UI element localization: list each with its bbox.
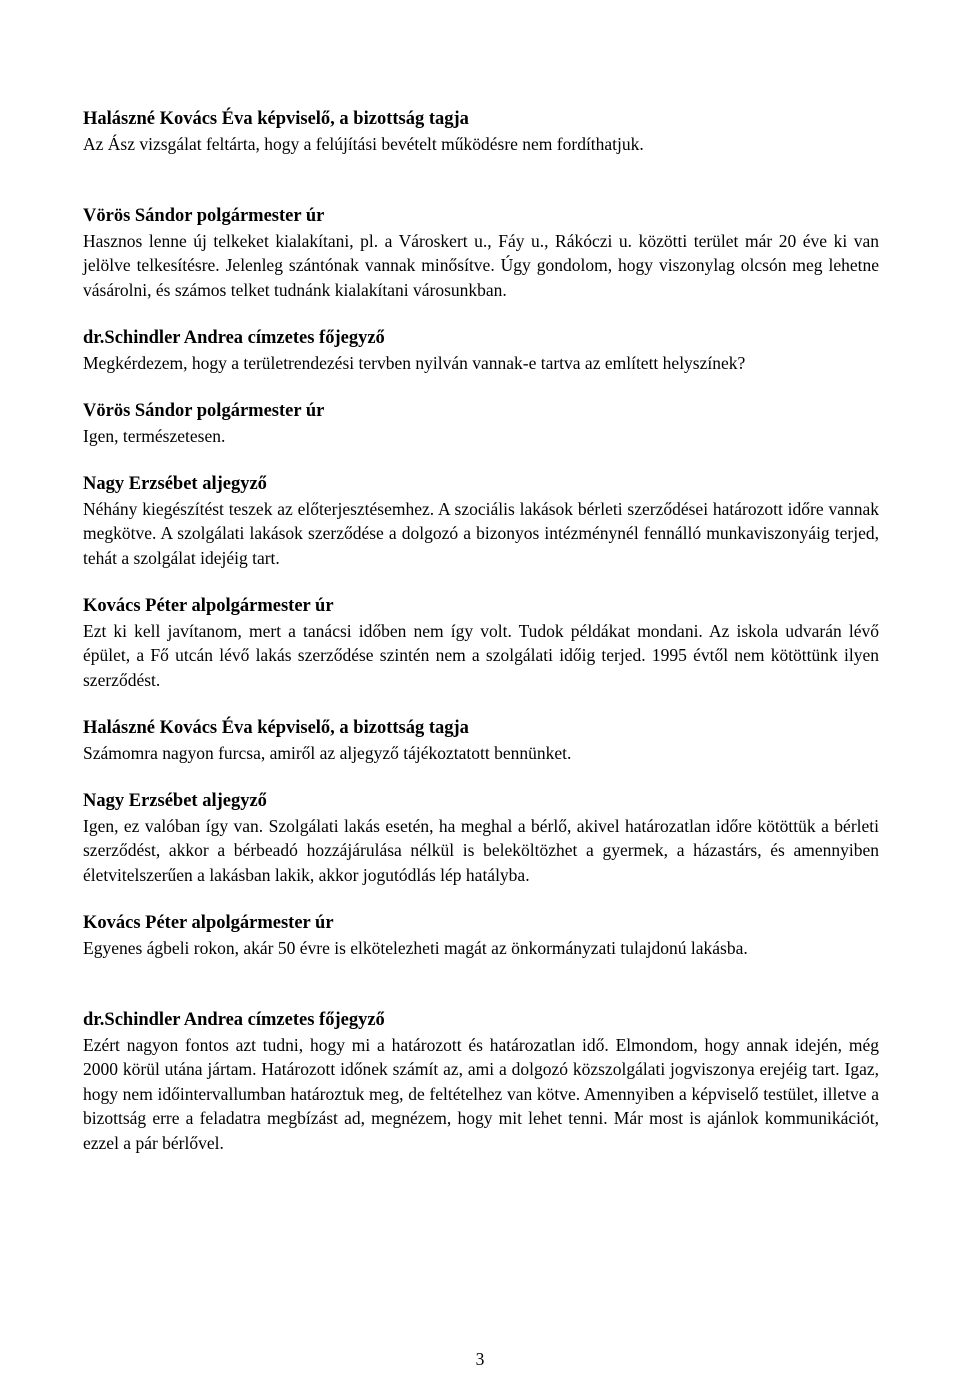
spacer: [83, 960, 879, 1008]
document-page: [83, 107, 879, 1155]
speaker-name: Nagy Erzsébet aljegyző: [83, 474, 267, 494]
minutes-entry: [83, 789, 879, 887]
statement-text: Ezt ki kell javítanom, mert a tanácsi időben nem így volt. Tudok példákat mondani. Az iskola udvarán lévő épület, a Fő utcán lévő lakás szerződése szintén nem a szolgálati időig terjed. 1995 évtől nem kötöttünk ilyen szerződést.: [83, 620, 879, 690]
statement-text: Igen, természetesen.: [83, 425, 226, 446]
speaker-name: Vörös Sándor polgármester úr: [83, 206, 325, 226]
speaker-name: dr.Schindler Andrea címzetes főjegyző: [83, 1010, 385, 1030]
statement-text: Az Ász vizsgálat feltárta, hogy a felújítási bevételt működésre nem fordíthatjuk.: [83, 133, 644, 154]
statement-text: Számomra nagyon furcsa, amiről az aljegyző tájékoztatott bennünket.: [83, 742, 572, 763]
spacer: [83, 692, 879, 716]
statement-text: Megkérdezem, hogy a területrendezési tervben nyilván vannak-e tartva az említett helyszínek?: [83, 352, 746, 373]
spacer: [83, 448, 879, 472]
speaker-name: Kovács Péter alpolgármester úr: [83, 596, 334, 616]
spacer: [83, 570, 879, 594]
minutes-entry: [83, 326, 879, 375]
minutes-entry: [83, 911, 879, 960]
statement-text: Egyenes ágbeli rokon, akár 50 évre is elkötelezheti magát az önkormányzati tulajdonú lakásba.: [83, 937, 748, 958]
spacer: [83, 375, 879, 399]
statement-text: Igen, ez valóban így van. Szolgálati lakás esetén, ha meghal a bérlő, akivel határozatlan időre kötöttük a bérleti szerződést, akkor a bérbeadó hozzájárulása nélkül is beleköltözhet a gyermek, a házastárs, és amennyiben életvitelszerűen a lakásban lakik, akkor jogutódlás lép hatályba.: [83, 815, 879, 885]
spacer: [83, 765, 879, 789]
statement-text: Ezért nagyon fontos azt tudni, hogy mi a határozott és határozatlan idő. Elmondom, hogy annak idején, még 2000 körül utána jártam. Határozott időnek számít az, ami a dolgozó közszolgálati jogviszonya erejéig tart. Igaz, hogy nem időintervallumban határoztuk meg, de feltételhez van kötve. Amennyiben a képviselő testület, illetve a bizottság erre a feladatra megbízást ad, megnézem, hogy mit lehet tenni. Már most is ajánlok kommunikációt, ezzel a pár bérlővel.: [83, 1034, 879, 1153]
spacer: [83, 156, 879, 204]
minutes-entry: [83, 399, 879, 448]
spacer: [83, 887, 879, 911]
minutes-entry: [83, 107, 879, 156]
minutes-entry: [83, 716, 879, 765]
statement-text: Néhány kiegészítést teszek az előterjesztésemhez. A szociális lakások bérleti szerződései határozott időre vannak megkötve. A szolgálati lakások szerződése a dolgozó a bizonyos intézménynél fennálló munkaviszonyáig terjed, tehát a szolgálat idejéig tart.: [83, 498, 879, 568]
statement-text: Hasznos lenne új telkeket kialakítani, pl. a Városkert u., Fáy u., Rákóczi u. közötti terület már 20 éve ki van jelölve telkesítésre. Jelenleg szántónak vannak minősítve. Úgy gondolom, hogy viszonylag olcsón meg lehetne vásárolni, és számos telket tudnánk kialakítani városunkban.: [83, 230, 879, 300]
minutes-entry: [83, 1008, 879, 1155]
speaker-name: Vörös Sándor polgármester úr: [83, 401, 325, 421]
page-number: 3: [475, 1349, 485, 1369]
speaker-name: Halászné Kovács Éva képviselő, a bizottság tagja: [83, 109, 469, 129]
speaker-name: Halászné Kovács Éva képviselő, a bizottság tagja: [83, 718, 469, 738]
speaker-name: Nagy Erzsébet aljegyző: [83, 791, 267, 811]
speaker-name: dr.Schindler Andrea címzetes főjegyző: [83, 328, 385, 348]
minutes-entry: [83, 594, 879, 692]
spacer: [83, 302, 879, 326]
speaker-name: Kovács Péter alpolgármester úr: [83, 913, 334, 933]
minutes-entry: [83, 204, 879, 302]
minutes-entry: [83, 472, 879, 570]
